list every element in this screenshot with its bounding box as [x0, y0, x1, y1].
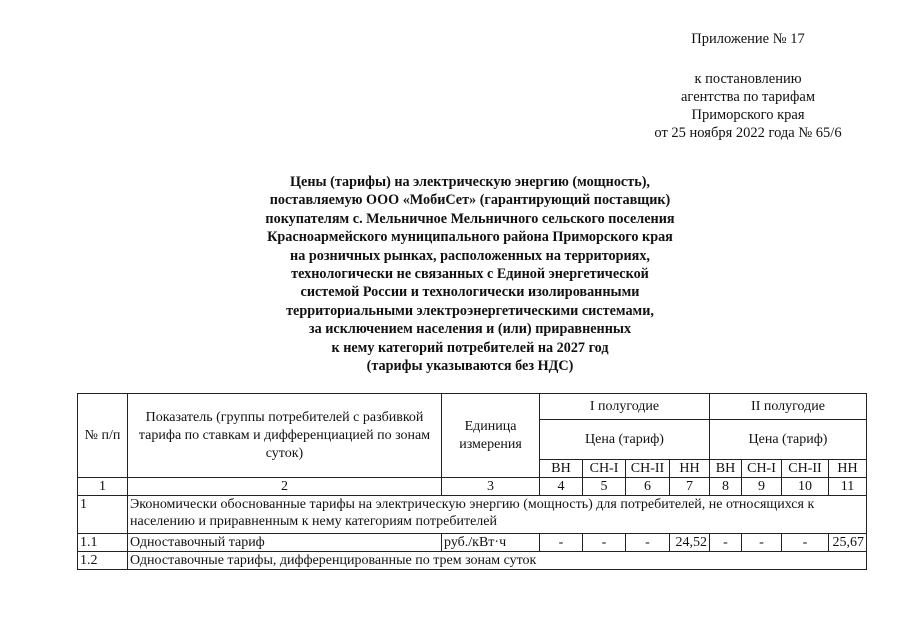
title-line: на розничных рынках, расположенных на территориях,	[290, 247, 650, 264]
row-number: 1.1	[78, 534, 128, 552]
column-number: 11	[829, 478, 867, 496]
zone-header: СН-II	[626, 460, 670, 478]
title-line: к нему категорий потребителей на 2027 год	[331, 339, 609, 356]
column-number: 5	[583, 478, 626, 496]
column-number: 10	[782, 478, 829, 496]
appendix-title: Приложение № 17	[691, 31, 805, 47]
title-line: системой России и технологически изолированными	[300, 284, 640, 301]
title-line: технологически не связанных с Единой энергетической	[291, 266, 649, 283]
row-unit: руб./кВт·ч	[442, 534, 540, 552]
column-number: 2	[128, 478, 442, 496]
appendix-line: от 25 ноября 2022 года № 65/6	[654, 125, 842, 141]
column-number: 6	[626, 478, 670, 496]
value-cell: -	[782, 534, 829, 552]
header-price-half2: Цена (тариф)	[710, 420, 867, 460]
value-cell: 25,67	[829, 534, 867, 552]
value-cell: -	[710, 534, 742, 552]
column-number: 4	[540, 478, 583, 496]
appendix-line: агентства по тарифам	[681, 89, 815, 105]
document-title	[160, 173, 780, 375]
title-line: Цены (тарифы) на электрическую энергию (мощность),	[290, 174, 650, 190]
table-row	[78, 552, 867, 570]
header-half1: I полугодие	[540, 394, 710, 420]
header-unit: Единица измерения	[442, 394, 540, 478]
header-num: № п/п	[78, 394, 128, 478]
zone-header: ВН	[710, 460, 742, 478]
row-number: 1.2	[78, 552, 128, 570]
header-half2: II полугодие	[710, 394, 867, 420]
title-line: территориальными электроэнергетическими системами,	[286, 302, 654, 319]
appendix-line: к постановлению	[694, 71, 802, 87]
table-row	[78, 496, 867, 534]
column-number: 7	[670, 478, 710, 496]
zone-header: НН	[670, 460, 710, 478]
tariff-table	[77, 393, 867, 570]
column-number: 9	[742, 478, 782, 496]
value-cell: -	[583, 534, 626, 552]
title-line: (тарифы указываются без НДС)	[366, 358, 574, 375]
value-cell: -	[540, 534, 583, 552]
row-text: Экономически обоснованные тарифы на электрическую энергию (мощность) для потребителей, не относящихся к населению и приравненным к нему категориям потребителей	[128, 496, 867, 534]
value-cell: 24,52	[670, 534, 710, 552]
column-number: 3	[442, 478, 540, 496]
header-indicator: Показатель (группы потребителей с разбивкой тарифа по ставкам и дифференциацией по зонам суток)	[128, 394, 442, 478]
row-number: 1	[78, 496, 128, 534]
appendix-line: Приморского края	[691, 107, 805, 123]
title-line: поставляемую ООО «МобиСет» (гарантирующий поставщик)	[269, 192, 671, 209]
title-line: Красноармейского муниципального района Приморского края	[267, 229, 673, 246]
zone-header: НН	[829, 460, 867, 478]
zone-header: СН-I	[583, 460, 626, 478]
row-text: Одноставочный тариф	[128, 534, 442, 552]
column-number: 1	[78, 478, 128, 496]
table-row	[78, 534, 867, 552]
appendix-block	[618, 30, 878, 142]
row-text: Одноставочные тарифы, дифференцированные по трем зонам суток	[128, 552, 867, 570]
title-line: за исключением населения и (или) приравненных	[308, 321, 632, 338]
column-number-row	[78, 478, 867, 496]
zone-header: СН-II	[782, 460, 829, 478]
column-number: 8	[710, 478, 742, 496]
zone-header: СН-I	[742, 460, 782, 478]
value-cell: -	[626, 534, 670, 552]
zone-header: ВН	[540, 460, 583, 478]
value-cell: -	[742, 534, 782, 552]
header-price-half1: Цена (тариф)	[540, 420, 710, 460]
title-line: покупателям с. Мельничное Мельничного сельского поселения	[265, 210, 675, 227]
